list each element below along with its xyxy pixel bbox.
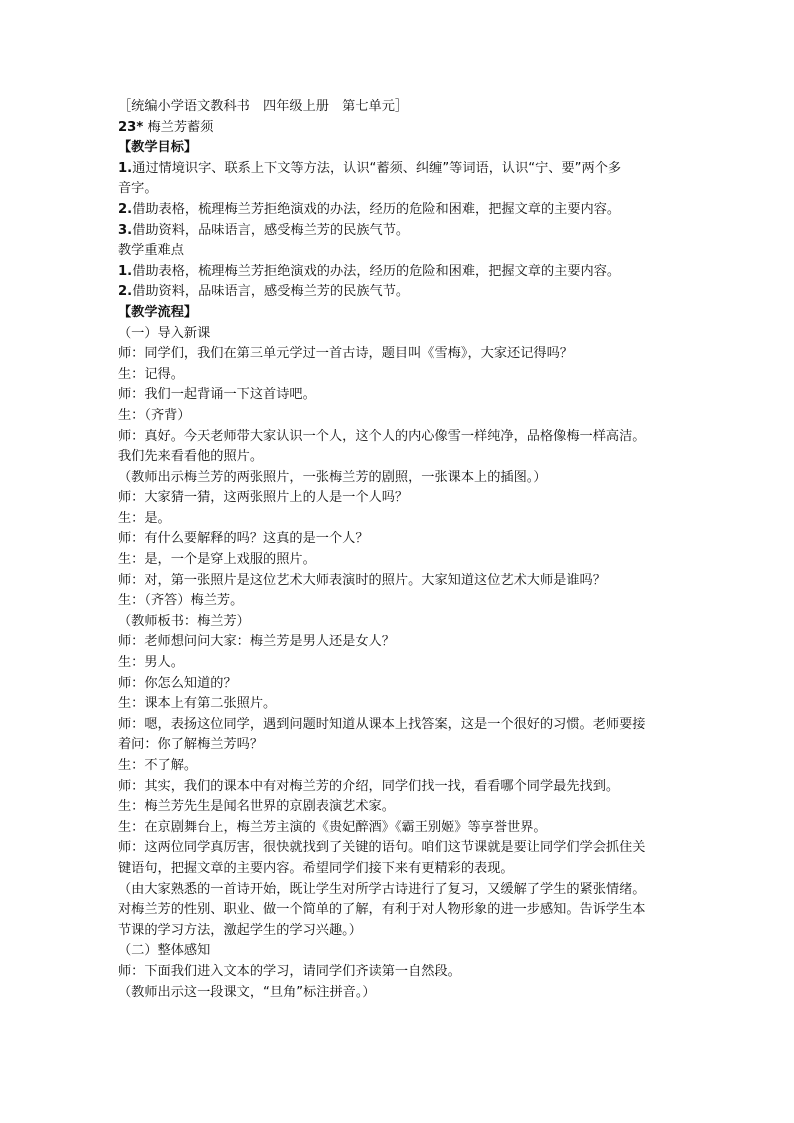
lesson-title-line: [118, 118, 688, 139]
goal-item-1: [118, 159, 688, 180]
goal-item-text: 借助资料，品味语言，感受梅兰芳的民族气节。: [132, 222, 410, 238]
dialogue-line: 生：梅兰芳先生是闻名世界的京剧表演艺术家。: [118, 799, 395, 815]
section-heading-overview: （二）整体感知: [118, 943, 211, 959]
dialogue-line: 师：嗯，表扬这位同学，遇到问题时知道从课本上找答案，这是一个很好的习惯。老师要接: [118, 716, 646, 732]
teaching-note: 对梅兰芳的性别、职业、做一个简单的了解，有利于对人物形象的进一步感知。告诉学生本: [118, 902, 646, 918]
teaching-note: （由大家熟悉的一首诗开始，既让学生对所学古诗进行了复习，又缓解了学生的紧张情绪。: [118, 881, 646, 897]
dialogue-line: 生：（齐背）: [118, 407, 191, 423]
key-point-item-2: [118, 282, 688, 303]
document-body: [118, 97, 688, 1003]
goal-item-number: 1.: [118, 160, 133, 176]
dialogue-line: 师：老师想问问大家：梅兰芳是男人还是女人？: [118, 634, 395, 650]
key-point-number: 2.: [118, 284, 133, 300]
dialogue-line: 师：你怎么知道的？: [118, 675, 237, 691]
dialogue-line: 生：男人。: [118, 655, 184, 671]
section-heading-intro: （一）导入新课: [118, 325, 211, 341]
goal-item-number: 2.: [118, 201, 133, 217]
dialogue-line: 师：真好。今天老师带大家认识一个人，这个人的内心像雪一样纯净，品格像梅一样高洁。: [118, 428, 646, 444]
key-point-number: 1.: [118, 263, 133, 279]
goal-item-text: 通过情境识字、联系上下文等方法，认识“蓄须、纠缠”等词语，认识“宁、要”两个多: [132, 160, 622, 176]
dialogue-line: 师：对，第一张照片是这位艺术大师表演时的照片。大家知道这位艺术大师是谁吗？: [118, 572, 606, 588]
goals-heading: 【教学目标】: [118, 140, 198, 156]
dialogue-line: 生：课本上有第二张照片。: [118, 696, 277, 712]
dialogue-line: 师：下面我们进入文本的学习，请同学们齐读第一自然段。: [118, 963, 461, 979]
goal-item-3: [118, 221, 688, 242]
dialogue-line: 生：是，一个是穿上戏服的照片。: [118, 552, 316, 568]
dialogue-line: 师：同学们，我们在第三单元学过一首古诗，题目叫《雪梅》，大家还记得吗？: [118, 346, 573, 362]
process-heading: 【教学流程】: [118, 304, 198, 320]
dialogue-line: 生：是。: [118, 510, 171, 526]
dialogue-line: 师：这两位同学真厉害，很快就找到了关键的语句。咱们这节课就是要让同学们学会抓住关: [118, 840, 646, 856]
dialogue-line: 我们先来看看他的照片。: [118, 449, 264, 465]
dialogue-line: 师：我们一起背诵一下这首诗吧。: [118, 387, 316, 403]
key-point-text: 借助资料，品味语言，感受梅兰芳的民族气节。: [132, 284, 410, 300]
dialogue-line: 生：记得。: [118, 366, 184, 382]
dialogue-line: 师：有什么要解释的吗？这真的是一个人？: [118, 531, 369, 547]
dialogue-line: 生：（齐答）梅兰芳。: [118, 593, 244, 609]
lesson-number: 23*: [118, 119, 144, 135]
dialogue-line: 师：其实，我们的课本中有对梅兰芳的介绍，同学们找一找，看看哪个同学最先找到。: [118, 778, 620, 794]
dialogue-line: 着问：你了解梅兰芳吗？: [118, 737, 264, 753]
teaching-note: 节课的学习方法，激起学生的学习兴趣。）: [118, 922, 362, 938]
goal-item-number: 3.: [118, 222, 133, 238]
key-points-heading: 教学重难点: [118, 243, 184, 259]
dialogue-line: 生：不了解。: [118, 758, 198, 773]
dialogue-line: 师：大家猜一猜，这两张照片上的人是一个人吗？: [118, 490, 409, 506]
goal-item-1-continuation: 音字。: [118, 181, 158, 197]
key-point-text: 借助表格，梳理梅兰芳拒绝演戏的办法，经历的危险和困难，把握文章的主要内容。: [132, 263, 621, 279]
stage-note: （教师出示梅兰芳的两张照片，一张梅兰芳的剧照，一张课本上的插图。）: [118, 469, 547, 485]
key-point-item-1: [118, 262, 688, 283]
dialogue-line: 键语句，把握文章的主要内容。希望同学们接下来有更精彩的表现。: [118, 860, 514, 876]
stage-note: （教师出示这一段课文，“旦角”标注拼音。）: [118, 984, 376, 1000]
dialogue-line: 生：在京剧舞台上，梅兰芳主演的《贵妃醉酒》《霸王别姬》等享誉世界。: [118, 819, 547, 835]
textbook-header: ［统编小学语文教科书 四年级上册 第七单元］: [118, 99, 409, 114]
stage-note: （教师板书：梅兰芳）: [118, 613, 250, 629]
goal-item-text: 借助表格，梳理梅兰芳拒绝演戏的办法，经历的危险和困难，把握文章的主要内容。: [132, 201, 621, 217]
goal-item-2: [118, 200, 688, 221]
lesson-title: 梅兰芳蓄须: [147, 119, 214, 135]
